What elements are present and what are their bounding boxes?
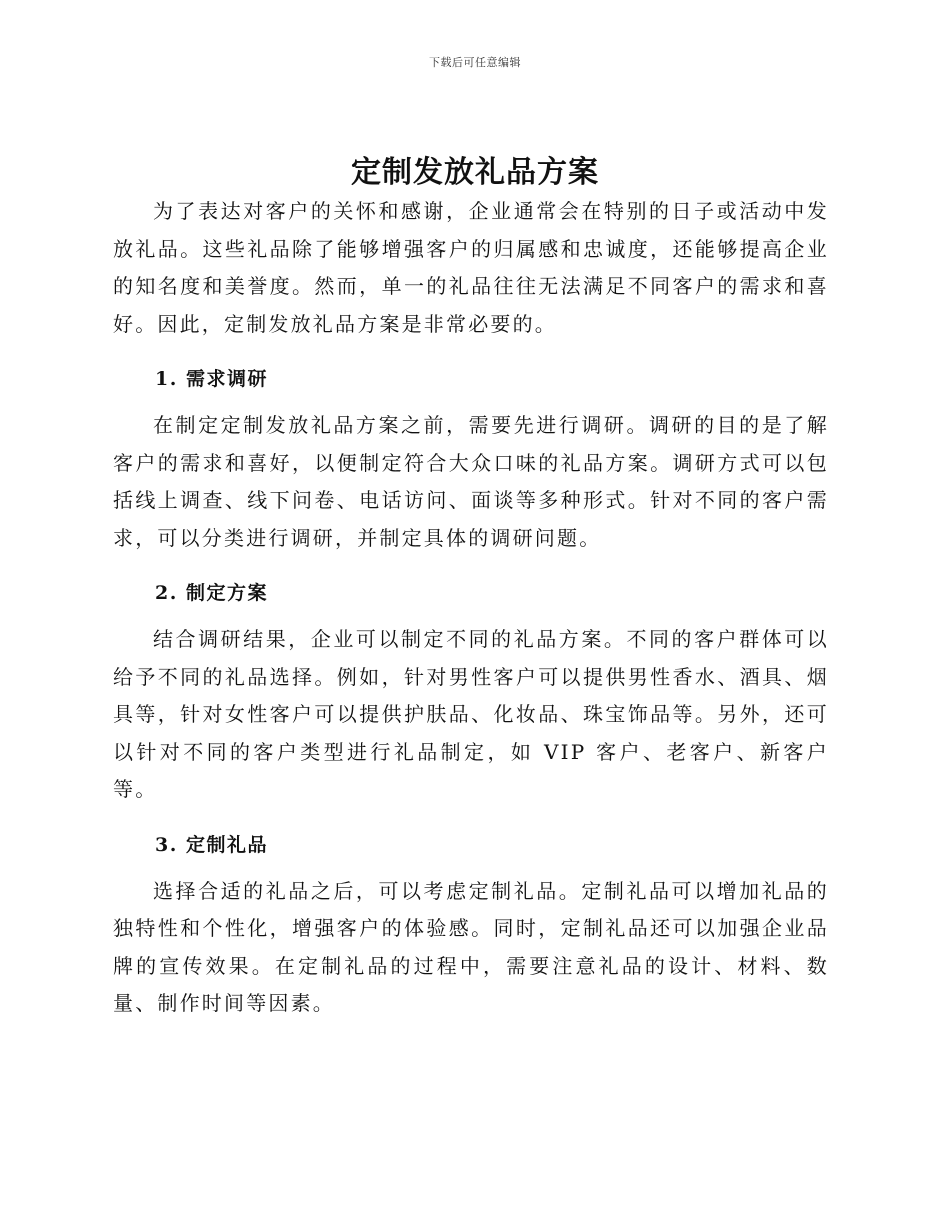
intro-paragraph: 为了表达对客户的关怀和感谢，企业通常会在特别的日子或活动中发放礼品。这些礼品除了能够增强客户的归属感和忠诚度，还能够提高企业的知名度和美誉度。然而，单一的礼品往往无法满足不同客户的需求和喜好。因此，定制发放礼品方案是非常必要的。: [113, 199, 829, 336]
document-body: [113, 193, 829, 1023]
document-title: 定制发放礼品方案: [351, 155, 599, 190]
section-body-custom-gifts: 选择合适的礼品之后，可以考虑定制礼品。定制礼品可以增加礼品的独特性和个性化，增强客户的体验感。同时，定制礼品还可以加强企业品牌的宣传效果。在定制礼品的过程中，需要注意礼品的设计、材料、数量、制作时间等因素。: [113, 878, 829, 1015]
section-heading-research: 1. 需求调研: [155, 368, 268, 390]
section-heading-plan: 2. 制定方案: [155, 582, 268, 604]
section-body-plan: 结合调研结果，企业可以制定不同的礼品方案。不同的客户群体可以给予不同的礼品选择。例如，针对男性客户可以提供男性香水、酒具、烟具等，针对女性客户可以提供护肤品、化妆品、珠宝饰品等。另外，还可以针对不同的客户类型进行礼品制定，如 VIP 客户、老客户、新客户等。: [113, 627, 829, 801]
section-body-research: 在制定定制发放礼品方案之前，需要先进行调研。调研的目的是了解客户的需求和喜好，以便制定符合大众口味的礼品方案。调研方式可以包括线上调查、线下问卷、电话访问、面谈等多种形式。针对不同的客户需求，可以分类进行调研，并制定具体的调研问题。: [113, 413, 829, 550]
section-heading-custom-gifts: 3. 定制礼品: [155, 833, 268, 856]
page-header-note: 下载后可任意编辑: [429, 56, 521, 69]
